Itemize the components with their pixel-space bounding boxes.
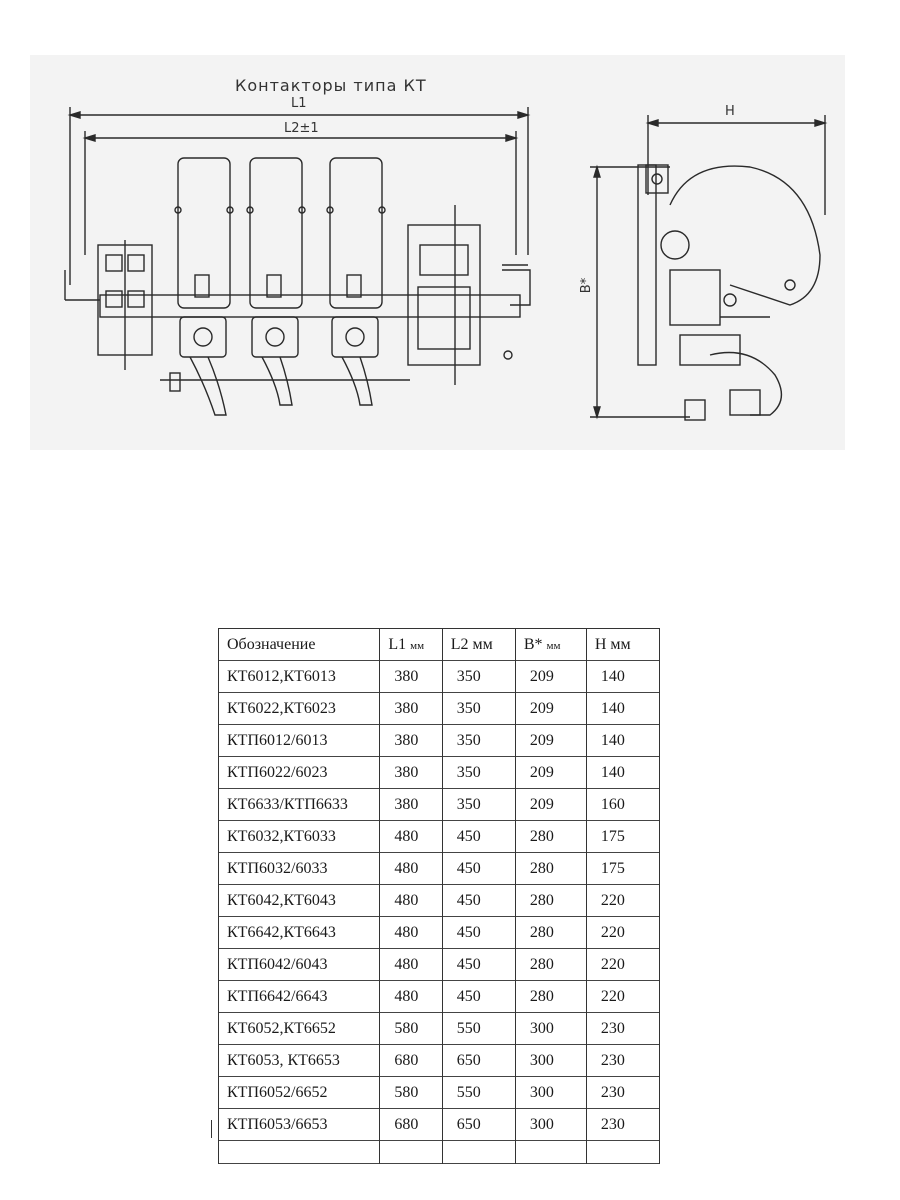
cell-empty (380, 1141, 442, 1164)
table-row (219, 853, 660, 885)
cell-name: КТ6633/КТП6633 (219, 789, 380, 821)
cell-h: 220 (586, 981, 659, 1013)
header-l2: L2 мм (442, 629, 515, 661)
cell-b: 280 (515, 821, 586, 853)
dimension-b (590, 167, 690, 417)
cell-b: 300 (515, 1077, 586, 1109)
cell-b: 209 (515, 757, 586, 789)
cell-b: 280 (515, 917, 586, 949)
table-row (219, 1077, 660, 1109)
cell-l2: 450 (442, 821, 515, 853)
cell-h: 175 (586, 853, 659, 885)
cell-l1: 680 (380, 1045, 442, 1077)
cell-name: КТ6012,КТ6013 (219, 661, 380, 693)
front-view (65, 158, 530, 415)
header-b: B* мм (515, 629, 586, 661)
table-row (219, 757, 660, 789)
header-name: Обозначение (219, 629, 380, 661)
cell-l1: 380 (380, 661, 442, 693)
cell-l2: 450 (442, 917, 515, 949)
cell-h: 220 (586, 949, 659, 981)
cell-h: 220 (586, 917, 659, 949)
table-row (219, 885, 660, 917)
table-row (219, 949, 660, 981)
table-row (219, 1045, 660, 1077)
dimension-label-l2: L2±1 (284, 121, 319, 136)
cell-l2: 350 (442, 789, 515, 821)
cell-l1: 480 (380, 917, 442, 949)
table-row-empty (219, 1141, 660, 1164)
cell-name: КТП6032/6033 (219, 853, 380, 885)
table-row (219, 1109, 660, 1141)
cell-h: 230 (586, 1077, 659, 1109)
cell-b: 300 (515, 1109, 586, 1141)
cell-b: 209 (515, 725, 586, 757)
dimension-label-l1: L1 (291, 96, 307, 111)
dimension-h (648, 115, 825, 215)
dimension-label-b: B* (579, 277, 595, 294)
cell-name: КТП6012/6013 (219, 725, 380, 757)
cell-name: КТ6022,КТ6023 (219, 693, 380, 725)
table-header-row (219, 629, 660, 661)
cell-name: КТП6642/6643 (219, 981, 380, 1013)
cell-l2: 650 (442, 1109, 515, 1141)
dimensions-table (218, 628, 660, 1164)
cell-name: КТ6042,КТ6043 (219, 885, 380, 917)
cell-l2: 450 (442, 885, 515, 917)
cell-h: 230 (586, 1045, 659, 1077)
cell-h: 140 (586, 661, 659, 693)
cell-l1: 480 (380, 821, 442, 853)
cell-l2: 450 (442, 981, 515, 1013)
table-row (219, 917, 660, 949)
drawing-title: Контакторы типа КТ (235, 76, 427, 95)
cell-name: КТП6053/6653 (219, 1109, 380, 1141)
side-view (638, 165, 820, 420)
technical-drawing (30, 55, 845, 450)
cell-b: 209 (515, 693, 586, 725)
table-row (219, 789, 660, 821)
table-row (219, 693, 660, 725)
cell-l1: 580 (380, 1013, 442, 1045)
cell-h: 175 (586, 821, 659, 853)
cell-b: 280 (515, 949, 586, 981)
cell-empty (442, 1141, 515, 1164)
cell-h: 230 (586, 1013, 659, 1045)
header-h: H мм (586, 629, 659, 661)
cell-b: 300 (515, 1045, 586, 1077)
cell-l2: 550 (442, 1013, 515, 1045)
margin-tick (211, 1120, 212, 1138)
dimension-l2 (85, 131, 516, 255)
cell-b: 280 (515, 981, 586, 1013)
cell-l1: 480 (380, 981, 442, 1013)
cell-empty (586, 1141, 659, 1164)
cell-name: КТ6032,КТ6033 (219, 821, 380, 853)
header-l1: L1 мм (380, 629, 442, 661)
cell-b: 209 (515, 789, 586, 821)
cell-l2: 450 (442, 853, 515, 885)
cell-l2: 650 (442, 1045, 515, 1077)
cell-name: КТП6022/6023 (219, 757, 380, 789)
cell-h: 220 (586, 885, 659, 917)
cell-l2: 550 (442, 1077, 515, 1109)
cell-l1: 480 (380, 949, 442, 981)
cell-name: КТ6053, КТ6653 (219, 1045, 380, 1077)
table-row (219, 1013, 660, 1045)
cell-l2: 350 (442, 757, 515, 789)
cell-l1: 380 (380, 757, 442, 789)
cell-l1: 380 (380, 725, 442, 757)
cell-l1: 380 (380, 693, 442, 725)
cell-l1: 380 (380, 789, 442, 821)
cell-name: КТП6052/6652 (219, 1077, 380, 1109)
table-row (219, 981, 660, 1013)
contactor-drawing-svg (30, 55, 845, 450)
dimension-label-h: H (725, 104, 735, 119)
cell-b: 280 (515, 853, 586, 885)
cell-empty (219, 1141, 380, 1164)
cell-h: 160 (586, 789, 659, 821)
cell-l1: 480 (380, 885, 442, 917)
cell-name: КТ6052,КТ6652 (219, 1013, 380, 1045)
cell-empty (515, 1141, 586, 1164)
cell-l2: 450 (442, 949, 515, 981)
table-row (219, 661, 660, 693)
cell-name: КТ6642,КТ6643 (219, 917, 380, 949)
cell-b: 209 (515, 661, 586, 693)
cell-l2: 350 (442, 661, 515, 693)
cell-l1: 580 (380, 1077, 442, 1109)
cell-l1: 680 (380, 1109, 442, 1141)
cell-l1: 480 (380, 853, 442, 885)
cell-b: 280 (515, 885, 586, 917)
cell-h: 140 (586, 693, 659, 725)
table-row (219, 821, 660, 853)
cell-h: 140 (586, 757, 659, 789)
cell-l2: 350 (442, 693, 515, 725)
cell-l2: 350 (442, 725, 515, 757)
table-row (219, 725, 660, 757)
cell-h: 230 (586, 1109, 659, 1141)
cell-h: 140 (586, 725, 659, 757)
cell-b: 300 (515, 1013, 586, 1045)
cell-name: КТП6042/6043 (219, 949, 380, 981)
